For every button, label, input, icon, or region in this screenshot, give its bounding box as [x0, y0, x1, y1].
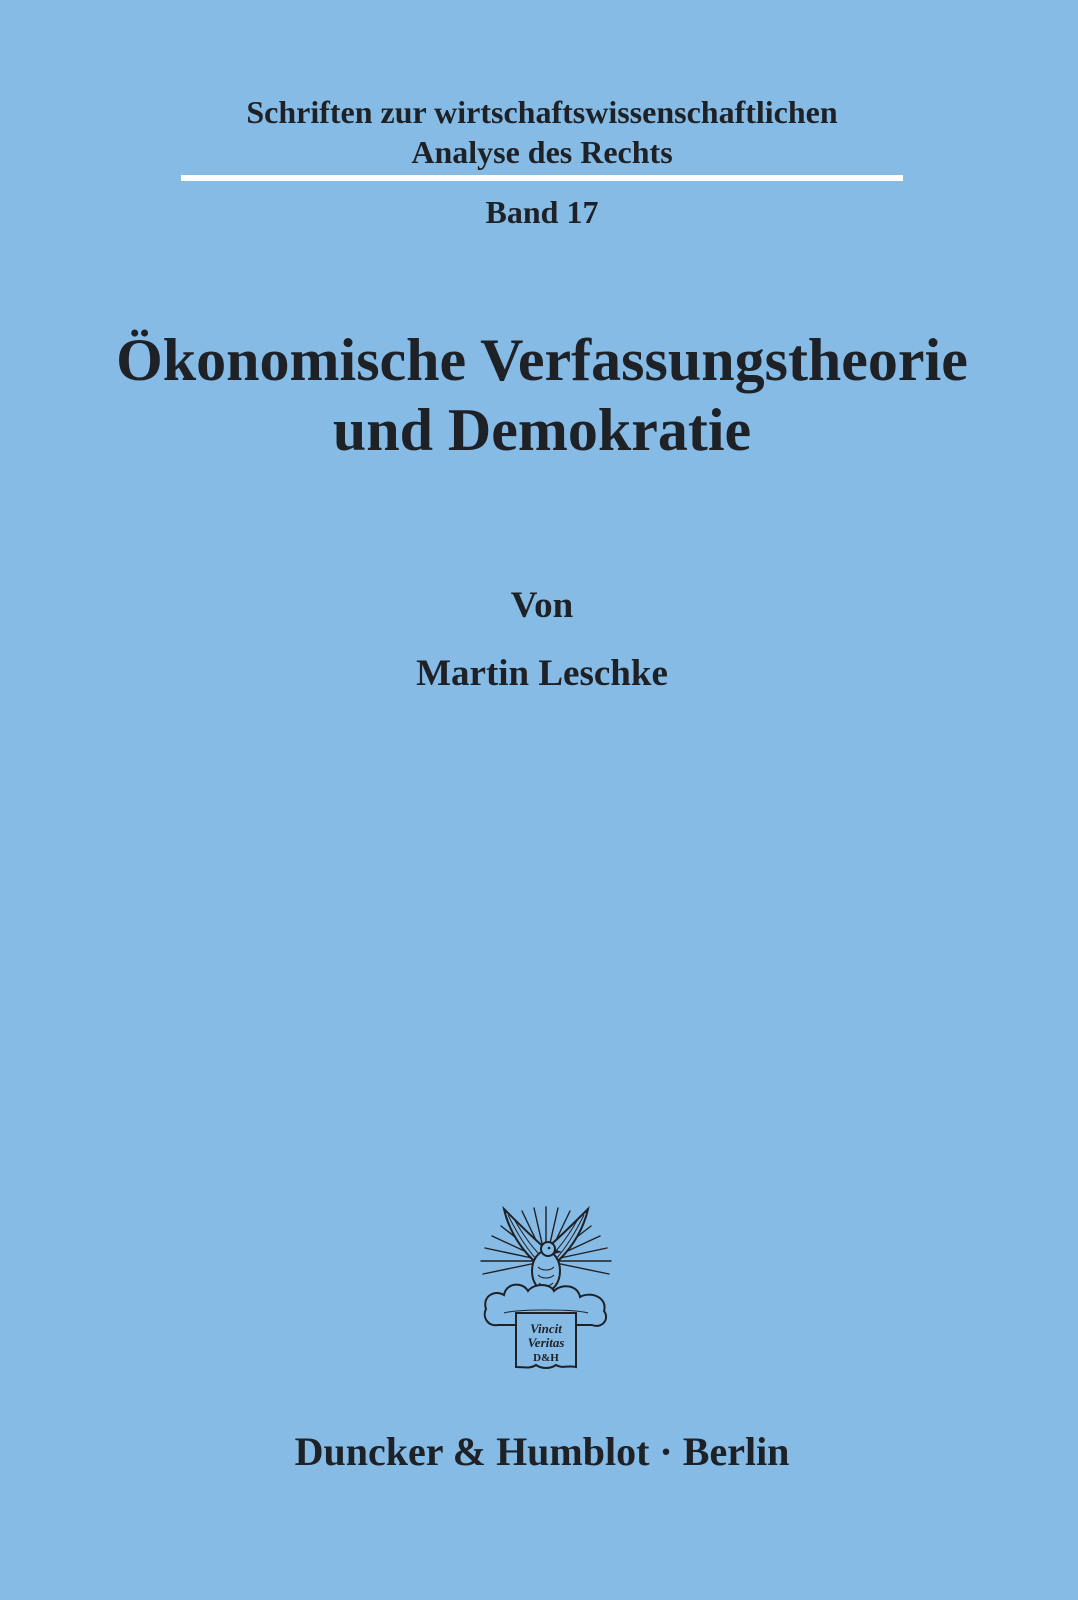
series-title-line-2: Analyse des Rechts	[411, 134, 673, 170]
logo-monogram: D&H	[533, 1352, 559, 1364]
logo-motto-line-2: Veritas	[527, 1335, 565, 1350]
book-title	[0, 325, 1078, 465]
book-title-line-1: Ökonomische Verfassungstheorie	[116, 327, 968, 393]
series-title	[0, 92, 1078, 172]
author-name: Martin Leschke	[416, 653, 668, 694]
series-title-line-1: Schriften zur wirtschaftswissenschaftlichen	[246, 94, 838, 130]
eagle-emblem-icon	[478, 1205, 614, 1371]
by-label: Von	[510, 585, 574, 626]
volume-number: Band 17	[485, 194, 599, 230]
series-divider	[181, 175, 903, 181]
publisher-name: Duncker & Humblot · Berlin	[294, 1429, 790, 1474]
logo-motto-line-1: Vincit	[530, 1321, 562, 1336]
book-title-line-2: und Demokratie	[332, 397, 752, 463]
